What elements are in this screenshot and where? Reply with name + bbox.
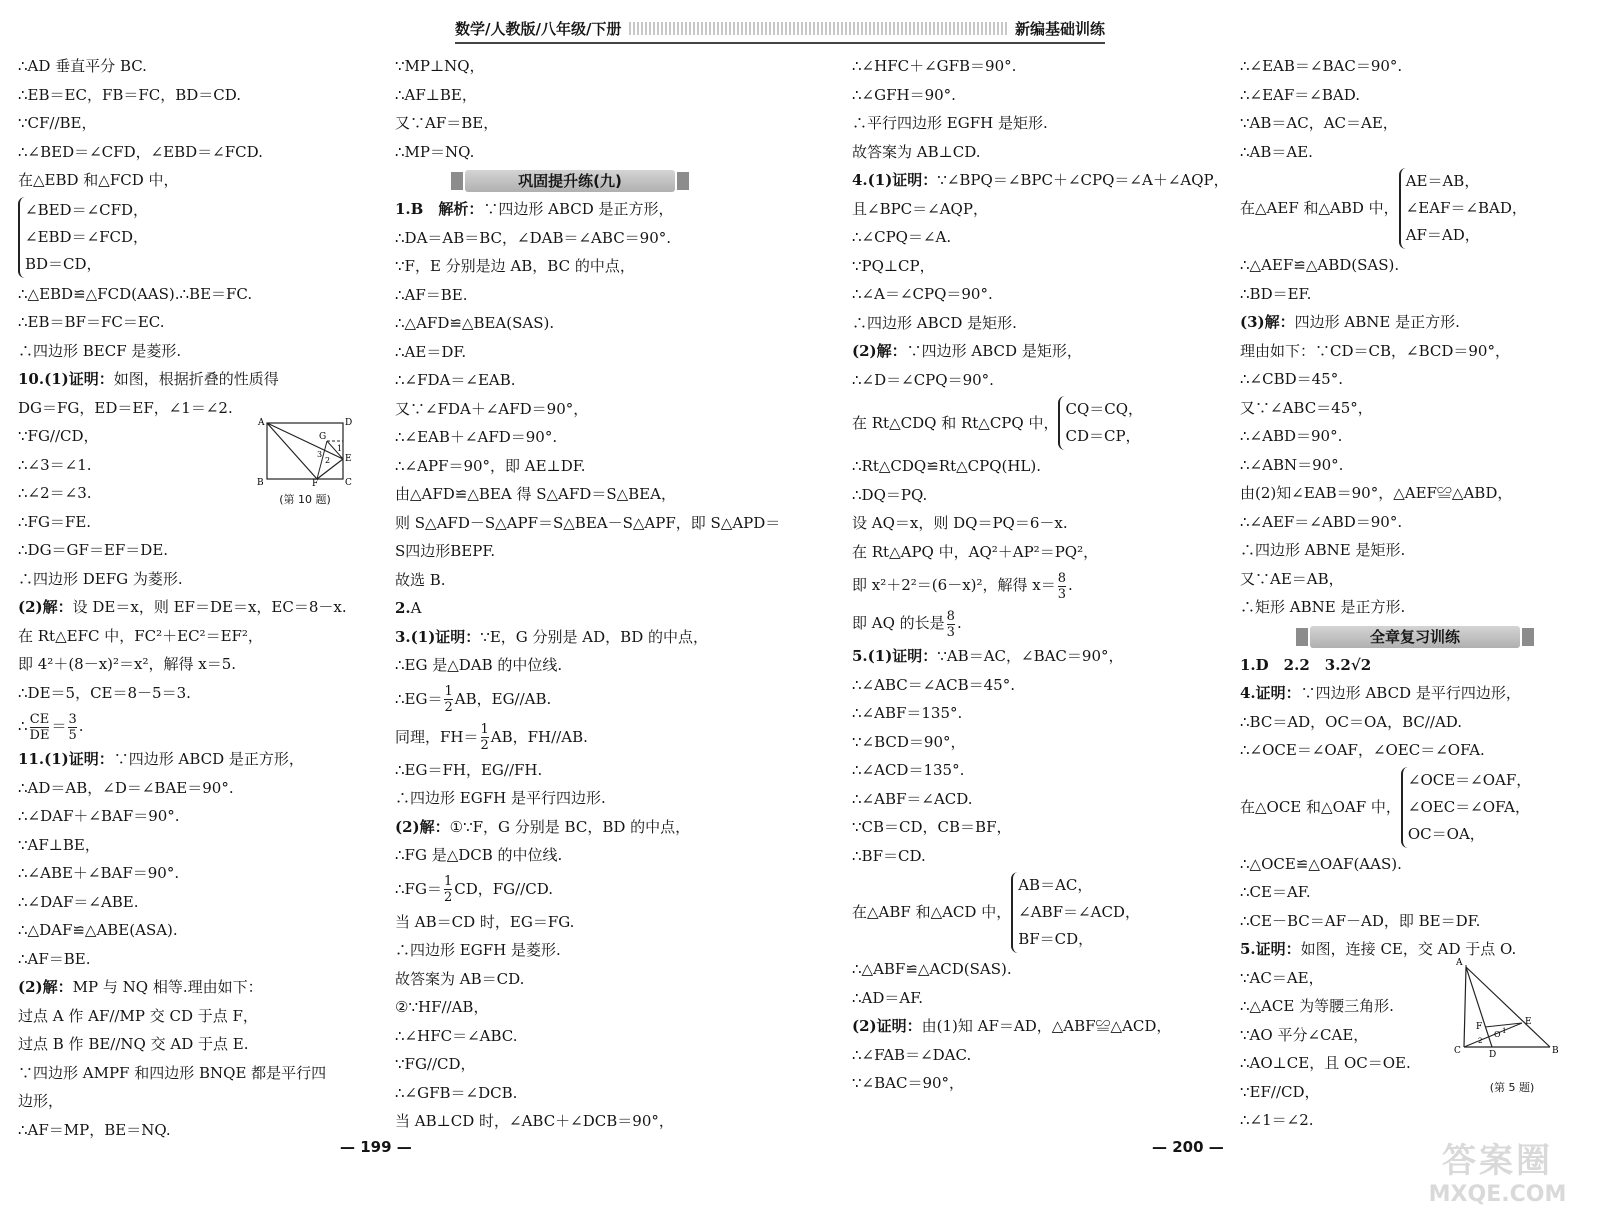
solution-line: ∴∠FDA＝∠EAB. <box>395 371 516 389</box>
solution-line: ∴AF＝BE. <box>18 949 91 968</box>
solution-line: ∴MP＝NQ. <box>395 142 475 161</box>
figure-10-diagram <box>255 415 355 487</box>
fraction-prefix: 即 x²＋2²＝(6－x)²，解得 x＝ <box>852 576 1056 594</box>
fig5-label-a: A <box>1456 958 1463 968</box>
question-label: (2)解： <box>18 598 73 616</box>
solution-line: ∵FG//CD， <box>18 427 99 445</box>
solution-line: ∴△ABF≌△ACD(SAS). <box>852 960 1012 978</box>
question-label: 2. <box>395 599 411 617</box>
solution-line: ∴∠3＝∠1. <box>18 455 92 474</box>
solution-line: 理由如下：∵CD＝CB，∠BCD＝90°， <box>1240 341 1510 360</box>
solution-line: ∴∠BED＝∠CFD，∠EBD＝∠FCD. <box>18 142 263 161</box>
question-label: (2)证明： <box>852 1017 922 1035</box>
solution-line: ∴AF＝BE. <box>395 285 468 304</box>
solution-line: ∴∠CBD＝45°. <box>1240 370 1343 388</box>
solution-line: ∴∠CPQ＝∠A. <box>852 228 952 246</box>
solution-line: 又∵∠FDA＋∠AFD＝90°， <box>395 399 589 418</box>
solution-line: ∴BC＝AD，OC＝OA，BC//AD. <box>1240 712 1463 731</box>
question-heading-line <box>18 973 408 1002</box>
system-intro: 在 Rt△CDQ 和 Rt△CPQ 中， <box>852 413 1059 432</box>
question-heading-line <box>18 593 408 622</box>
solution-line: 当 AB＝CD 时，EG＝FG. <box>395 912 575 931</box>
solution-line: ∴∠A＝∠CPQ＝90°. <box>852 285 993 303</box>
fraction-suffix: AB，FH//AB. <box>490 727 588 746</box>
system-condition: ∠OCE＝∠OAF， <box>1407 770 1532 789</box>
solution-line: ∵CF//BE， <box>18 114 97 132</box>
solution-line: ∴∠OCE＝∠OAF，∠OEC＝∠OFA. <box>1240 741 1485 759</box>
fraction-numerator: CE <box>29 711 50 727</box>
solution-line: ②∵HF//AB， <box>395 998 489 1016</box>
solution-line: ∴∠2＝∠3. <box>18 484 92 502</box>
solution-line: ∴△ACE 为等腰三角形. <box>1240 997 1394 1015</box>
fraction <box>1058 571 1066 602</box>
fraction-numerator: 3 <box>68 711 77 727</box>
question-heading-line <box>395 195 785 224</box>
solution-line: ∴Rt△CDQ≌Rt△CPQ(HL). <box>852 457 1042 475</box>
solution-line: ∴平行四边形 EGFH 是矩形. <box>852 114 1048 132</box>
figure-10-caption: (第 10 题) <box>279 493 331 506</box>
solution-line: ∴FG＝FE. <box>18 512 92 531</box>
solution-line: ∴∠GFH＝90°. <box>852 85 956 104</box>
question-heading-line <box>852 1012 1242 1041</box>
question-text: 设 DE＝x，则 EF＝DE＝x，EC＝8－x. <box>72 598 347 616</box>
equation-system <box>1240 168 1600 249</box>
solution-line: ∴AO⊥CE，且 OC＝OE. <box>1240 1054 1411 1072</box>
solution-line: 又∵AE＝AB， <box>1240 569 1344 588</box>
fraction <box>947 609 955 640</box>
header-hatch-decoration <box>629 22 1007 35</box>
solution-line: ∴DQ＝PQ. <box>852 485 928 504</box>
question-label: 5.(1)证明： <box>852 647 938 665</box>
fig5-label-angle-1: 1 <box>1502 1027 1507 1035</box>
fraction-prefix: ∴FG＝ <box>395 879 442 898</box>
solution-line: ∵AO 平分∠CAE， <box>1240 1025 1369 1044</box>
solution-line: ∴∠EAB＝∠BAC＝90°. <box>1240 57 1403 75</box>
question-heading-line <box>395 813 785 842</box>
system-condition: BD＝CD， <box>25 254 102 273</box>
solution-line: ∵F，E 分别是边 AB，BC 的中点， <box>395 257 635 275</box>
fraction <box>481 722 489 753</box>
fig10-label-e: E <box>345 454 352 464</box>
equation-system <box>1240 767 1600 848</box>
fig10-label-d: D <box>345 418 353 428</box>
solution-line: 又∵AF＝BE， <box>395 114 499 132</box>
fraction-prefix: 即 AQ 的长是 <box>852 614 945 632</box>
solution-line: ∴四边形 DEFG 为菱形. <box>18 569 183 588</box>
fig10-label-b: B <box>257 478 264 487</box>
solution-line: ∵EF//CD， <box>1240 1082 1320 1101</box>
brace-group <box>1011 872 1140 953</box>
question-label: 1.B 解析： <box>395 200 484 218</box>
system-condition: ∠ABF＝∠ACD， <box>1018 903 1140 921</box>
solution-line: 在 Rt△APQ 中，AQ²＋AP²＝PQ²， <box>852 542 1099 561</box>
solution-line: 且∠BPC＝∠AQP， <box>852 199 988 218</box>
solution-line: ∴∠ACD＝135°. <box>852 761 965 779</box>
solution-line: ∴BF＝CD. <box>852 846 926 865</box>
solution-line: ∴△OCE≌△OAF(AAS). <box>1240 854 1402 873</box>
solution-line: ∵AB＝AC，AC＝AE， <box>1240 114 1398 132</box>
fraction-suffix: . <box>78 717 84 735</box>
question-heading-line <box>395 623 785 652</box>
question-heading-line <box>18 365 408 394</box>
question-text: ①∵F，G 分别是 BC，BD 的中点， <box>449 817 691 836</box>
watermark-logo <box>1405 1140 1590 1220</box>
solution-line: ∴AF⊥BE， <box>395 85 477 104</box>
question-text: ∵E，G 分别是 AD，BD 的中点， <box>480 627 708 646</box>
section-banner: 全章复习训练 <box>1310 626 1520 648</box>
solution-line: ∴∠ABD＝90°. <box>1240 427 1343 445</box>
solution-line: ∴四边形 EGFH 是菱形. <box>395 941 561 959</box>
column-1 <box>18 52 408 1144</box>
question-heading-line <box>18 745 408 774</box>
fraction-line <box>395 870 785 908</box>
system-condition: OC＝OA， <box>1407 824 1485 843</box>
solution-line: ∴△AFD≌△BEA(SAS). <box>395 314 555 332</box>
solution-line: ∴AE＝DF. <box>395 342 467 361</box>
fraction <box>444 684 452 715</box>
system-condition: AE＝AB， <box>1405 172 1480 190</box>
question-text: 由(1)知 AF＝AD，△ABF≌△ACD， <box>921 1017 1172 1035</box>
solution-line: ∴EB＝EC，FB＝FC，BD＝CD. <box>18 85 242 104</box>
fraction-denominator: DE <box>29 727 50 743</box>
solution-line: ∴∠D＝∠CPQ＝90°. <box>852 370 994 389</box>
question-heading-line <box>1240 308 1600 337</box>
solution-line: ∴EG 是△DAB 的中位线. <box>395 656 563 674</box>
brace-group <box>18 197 148 278</box>
solution-line: 又∵∠ABC＝45°， <box>1240 398 1373 417</box>
fig10-label-f: F <box>312 479 319 487</box>
question-text: MP 与 NQ 相等.理由如下： <box>72 978 263 996</box>
equation-system <box>18 197 408 278</box>
question-heading-line <box>852 166 1242 195</box>
system-intro: 在△AEF 和△ABD 中， <box>1240 199 1399 218</box>
solution-line: S四边形BEPF. <box>395 542 496 560</box>
solution-line: ∴∠FAB＝∠DAC. <box>852 1045 972 1064</box>
question-label: (2)解： <box>852 342 907 360</box>
fig10-label-angle-2: 2 <box>325 456 331 465</box>
solution-line: 即 4²＋(8－x)²＝x²，解得 x＝5. <box>18 655 237 673</box>
question-heading-line <box>1240 679 1600 708</box>
solution-line: ∴矩形 ABNE 是正方形. <box>1240 598 1406 616</box>
fraction <box>68 712 76 743</box>
solution-line: ∴△AEF≌△ABD(SAS). <box>1240 256 1400 274</box>
fraction-numerator: 8 <box>1057 570 1067 586</box>
solution-line: 当 AB⊥CD 时，∠ABC＋∠DCB＝90°， <box>395 1112 674 1130</box>
question-text: 如图，连接 CE，交 AD 于点 O. <box>1300 940 1517 958</box>
solution-line: ∵AF⊥BE， <box>18 835 100 854</box>
fraction-prefix: ∴ <box>18 717 28 735</box>
question-label: 4.证明： <box>1240 684 1301 702</box>
solution-line: DG＝FG，ED＝EF，∠1＝∠2. <box>18 398 233 417</box>
solution-line: 边形， <box>18 1092 64 1110</box>
solution-line: ∴四边形 ABCD 是矩形. <box>852 313 1017 332</box>
equation-system <box>852 872 1242 953</box>
solution-line: 由(2)知∠EAB＝90°，△AEF≌△ABD， <box>1240 484 1513 502</box>
solution-line: ∴四边形 EGFH 是平行四边形. <box>395 789 606 807</box>
fig10-label-g: G <box>319 432 327 442</box>
question-text: ∵四边形 ABCD 是正方形， <box>113 750 304 768</box>
solution-line: 过点 A 作 AF//MP 交 CD 于点 F， <box>18 1006 258 1025</box>
solution-line: ∴FG 是△DCB 的中位线. <box>395 846 563 864</box>
solution-line: 过点 B 作 BE//NQ 交 AD 于点 E. <box>18 1035 249 1053</box>
question-label: (2)解： <box>395 817 450 836</box>
system-condition: CQ＝CQ， <box>1065 400 1144 418</box>
solution-line: 设 AQ＝x，则 DQ＝PQ＝6－x. <box>852 514 1068 532</box>
brace-group <box>1401 767 1531 848</box>
header-series-name: 新编基础训练 <box>1014 19 1105 38</box>
question-heading-line <box>852 642 1242 671</box>
solution-line: ∵AC＝AE， <box>1240 968 1324 987</box>
question-heading-line <box>395 594 785 623</box>
question-text: 如图，根据折叠的性质得 <box>113 370 279 388</box>
system-condition: AB＝AC， <box>1018 876 1093 894</box>
solution-line: ∴AD＝AF. <box>852 988 924 1007</box>
system-intro: 在△OCE 和△OAF 中， <box>1240 797 1401 816</box>
watermark-url: MXQE.COM <box>1428 1182 1567 1207</box>
solution-line: ∵∠BCD＝90°， <box>852 732 966 751</box>
system-condition: CD＝CP， <box>1065 427 1141 445</box>
solution-line: ∴∠APF＝90°，即 AE⊥DF. <box>395 456 586 475</box>
solution-line: ∴BD＝EF. <box>1240 284 1312 303</box>
system-condition: AF＝AD， <box>1405 226 1480 244</box>
solution-line: ∴∠HFC＝∠ABC. <box>395 1026 518 1045</box>
question-text: ∵四边形 ABCD 是矩形， <box>906 342 1082 360</box>
solution-line: ∴∠ABE＋∠BAF＝90°. <box>18 864 180 882</box>
fraction-suffix: AB，EG//AB. <box>454 689 552 708</box>
fraction-suffix: . <box>1068 576 1073 594</box>
column-2 <box>395 52 785 1136</box>
question-label: 3.(1)证明： <box>395 627 481 646</box>
fraction-line <box>852 566 1242 604</box>
brace-group <box>1399 168 1527 249</box>
page-number-right: — 200 — <box>1152 1138 1224 1156</box>
question-label: 11.(1)证明： <box>18 750 114 768</box>
running-header <box>455 14 1105 42</box>
fraction-denominator: 2 <box>444 700 453 715</box>
solution-line: ∴EG＝FH，EG//FH. <box>395 760 543 779</box>
solution-line: 则 S△AFD－S△APF＝S△BEA－S△APF，即 S△APD＝ <box>395 513 781 532</box>
question-label: 10.(1)证明： <box>18 370 114 388</box>
solution-line: ∵PQ⊥CP， <box>852 256 935 275</box>
fraction-line <box>18 707 408 745</box>
solution-line: ∴∠ABF＝135°. <box>852 704 963 722</box>
solution-line: ∴∠AEF＝∠ABD＝90°. <box>1240 512 1403 531</box>
header-rule <box>455 42 1105 44</box>
fraction-denominator: 3 <box>946 624 955 640</box>
solution-line: ∴∠GFB＝∠DCB. <box>395 1083 518 1102</box>
solution-line: 在△EBD 和△FCD 中， <box>18 171 179 189</box>
solution-line: ∵CB＝CD，CB＝BF， <box>852 818 1012 836</box>
fraction-numerator: 1 <box>443 874 453 889</box>
fraction-prefix: 同理，FH＝ <box>395 727 479 746</box>
solution-line: ∴DA＝AB＝BC，∠DAB＝∠ABC＝90°. <box>395 228 672 247</box>
system-condition: ∠BED＝∠CFD， <box>25 200 149 219</box>
question-text: 四边形 ABNE 是正方形. <box>1294 313 1460 331</box>
fraction-numerator: 1 <box>444 684 453 699</box>
fig5-label-b: B <box>1552 1046 1559 1056</box>
system-condition: BF＝CD， <box>1018 930 1094 948</box>
fraction-suffix: ＝ <box>51 717 67 735</box>
solution-line: ∴EB＝BF＝FC＝EC. <box>18 313 165 331</box>
fraction-numerator: 8 <box>946 608 955 624</box>
solution-line: ∴AD 垂直平分 BC. <box>18 57 147 75</box>
fig5-label-d: D <box>1489 1050 1497 1060</box>
solution-line: 由△AFD≌△BEA 得 S△AFD＝S△BEA， <box>395 485 676 503</box>
solution-line: ∵四边形 AMPF 和四边形 BNQE 都是平行四 <box>18 1063 327 1082</box>
solution-line: ∴△EBD≌△FCD(AAS).∴BE＝FC. <box>18 284 253 303</box>
solution-line: ∴∠EAB＋∠AFD＝90°. <box>395 428 558 446</box>
question-text: ∵四边形 ABCD 是正方形， <box>483 200 674 218</box>
brace-group <box>1058 396 1143 450</box>
question-text: A <box>410 599 422 617</box>
fraction-numerator: 1 <box>480 722 489 737</box>
solution-line: ∴∠1＝∠2. <box>1240 1111 1314 1129</box>
question-label: 1.D 2.2 3.2√2 <box>1240 655 1372 674</box>
question-label: 4.(1)证明： <box>852 171 938 189</box>
solution-line: ∴四边形 BECF 是菱形. <box>18 341 182 360</box>
solution-line: ∴∠ABN＝90°. <box>1240 455 1344 474</box>
question-label: (2)解： <box>18 978 73 996</box>
fraction-prefix: ∴EG＝ <box>395 689 443 708</box>
solution-line: ∴AF＝MP，BE＝NQ. <box>18 1120 171 1139</box>
section-banner: 巩固提升练(九) <box>465 170 675 192</box>
solution-line: ∴∠DAF＝∠ABE. <box>18 892 139 911</box>
fraction-suffix: . <box>956 614 962 632</box>
solution-line: ∴AB＝AE. <box>1240 142 1313 161</box>
solution-line: ∴∠ABC＝∠ACB＝45°. <box>852 675 1015 694</box>
fraction <box>30 712 50 743</box>
system-condition: ∠OEC＝∠OFA， <box>1407 797 1530 816</box>
solution-line: 故选 B. <box>395 570 446 589</box>
fraction-line <box>395 680 785 718</box>
solution-line: ∴四边形 ABNE 是矩形. <box>1240 541 1406 559</box>
fraction-line <box>852 604 1242 642</box>
fraction-denominator: 2 <box>443 890 453 905</box>
system-condition: ∠EAF＝∠BAD， <box>1405 199 1527 217</box>
question-heading-line <box>852 337 1242 366</box>
solution-line: ∴CE－BC＝AF－AD，即 BE＝DF. <box>1240 911 1481 930</box>
solution-line: 在 Rt△EFC 中，FC²＋EC²＝EF²， <box>18 626 263 645</box>
page-number-left: — 199 — <box>340 1138 412 1156</box>
fig5-label-angle-2: 2 <box>1478 1037 1483 1045</box>
equation-system <box>852 396 1242 450</box>
solution-line: ∴∠EAF＝∠BAD. <box>1240 85 1360 104</box>
fraction-denominator: 2 <box>480 738 489 753</box>
system-condition: ∠EBD＝∠FCD， <box>25 227 149 246</box>
solution-line: ∴AD＝AB，∠D＝∠BAE＝90°. <box>18 778 234 797</box>
fraction-suffix: CD，FG//CD. <box>454 879 553 898</box>
question-label: 5.证明： <box>1240 940 1301 958</box>
solution-line: ∴CE＝AF. <box>1240 883 1311 901</box>
fig5-label-c: C <box>1454 1046 1461 1056</box>
fig10-label-angle-3: 3 <box>317 450 323 459</box>
figure-question-5 <box>1452 955 1572 1095</box>
question-heading-line <box>1240 651 1600 680</box>
question-text: ∵四边形 ABCD 是平行四边形， <box>1300 684 1521 702</box>
fig5-label-e: E <box>1525 1017 1532 1027</box>
solution-line: ∴∠DAF＋∠BAF＝90°. <box>18 807 180 825</box>
figure-question-10 <box>255 415 355 507</box>
solution-line: ∴∠ABF＝∠ACD. <box>852 789 973 808</box>
fig5-label-o: O <box>1494 1030 1501 1039</box>
fraction-line <box>395 718 785 756</box>
solution-line: ∵∠BAC＝90°， <box>852 1074 965 1092</box>
figure-5-caption: (第 5 题) <box>1489 1081 1535 1094</box>
header-title: 数学/人教版/八年级/下册 <box>455 19 622 38</box>
solution-line: ∴DG＝GF＝EF＝DE. <box>18 541 169 559</box>
fig5-label-f: F <box>1476 1022 1483 1032</box>
question-text: ∵AB＝AC，∠BAC＝90°， <box>937 647 1124 665</box>
solution-line: ∴△DAF≌△ABE(ASA). <box>18 921 178 939</box>
fraction-denominator: 5 <box>68 727 77 743</box>
fig10-label-angle-1: 1 <box>337 444 343 453</box>
solution-line: ∴DE＝5，CE＝8－5＝3. <box>18 683 191 702</box>
fraction-denominator: 3 <box>1057 586 1067 602</box>
solution-line: 故答案为 AB⊥CD. <box>852 142 981 161</box>
system-intro: 在△ABF 和△ACD 中， <box>852 903 1012 922</box>
fraction <box>444 874 452 905</box>
fig10-label-c: C <box>345 478 352 487</box>
column-3 <box>852 52 1242 1098</box>
fig10-label-a: A <box>258 418 265 428</box>
solution-line: ∵FG//CD， <box>395 1055 476 1073</box>
question-label: (3)解： <box>1240 313 1295 331</box>
watermark-title: 答案圈 <box>1442 1141 1553 1181</box>
solution-line: 故答案为 AB＝CD. <box>395 969 525 988</box>
solution-line: ∵MP⊥NQ， <box>395 57 485 75</box>
figure-5-diagram <box>1452 955 1572 1075</box>
question-text: ∵∠BPQ＝∠BPC＋∠CPQ＝∠A＋∠AQP， <box>937 171 1229 189</box>
solution-line: ∴∠HFC＋∠GFB＝90°. <box>852 57 1017 75</box>
